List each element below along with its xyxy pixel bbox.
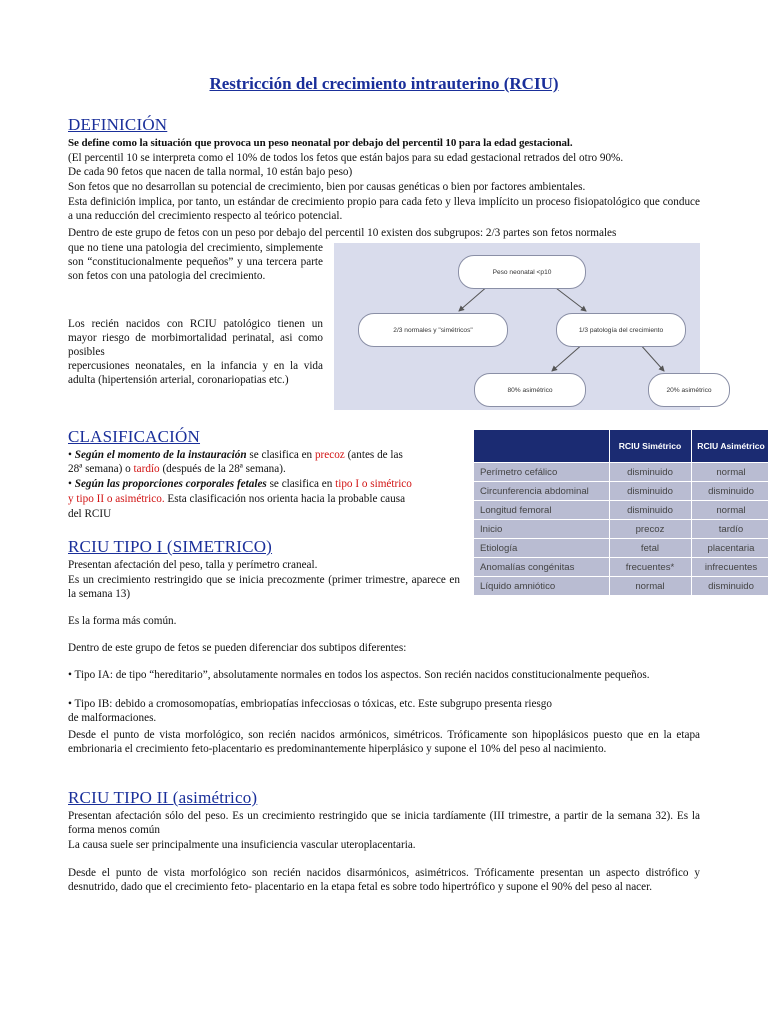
table-row [474,558,768,577]
red-text: tardío [133,463,160,475]
table-header-row [474,430,768,463]
tipo2-line: La causa suele ser principalmente una insuficiencia vascular uteroplacentaria. [68,839,416,851]
definition-left-paragraph: repercusiones neonatales, en la infancia y en la vida adulta (hipertensión arterial, coronariopatias etc.) [68,360,323,386]
table-row [474,520,768,539]
arrow-right-subleft [552,343,584,371]
table-cell: normal [691,501,768,520]
tipo1-paragraph: • Tipo IA: de tipo “hereditario”, absolutamente normales en todos los aspectos. Son recién nacidos constitucionalmente pequeños. [68,669,650,681]
definition-bold: Se define como la situación que provoca un peso neonatal por debajo del percentil 10 para la edad gestacional. [68,137,573,149]
tipo1-paragraph [68,573,460,601]
diagram-node-asym20: 20% asimétrico [648,373,730,407]
diagram-node-root: Peso neonatal <p10 [458,255,586,289]
bold-text: Según las proporciones corporales fetales [74,478,267,490]
text: 28ª semana) o [68,463,134,475]
table-row [474,501,768,520]
heading-tipo1: RCIU TIPO I (SIMETRICO) [68,537,273,556]
definition-line: Dentro de este grupo de fetos con un peso por debajo del percentil 10 existen dos subgrupos: 2/3 partes son fetos normales [68,227,617,239]
text: (antes de las [344,449,403,461]
table-cell: placentaria [691,539,768,558]
table-row-label: Etiología [474,539,609,558]
arrow-right-subright [639,343,664,371]
table-row-label: Longitud femoral [474,501,609,520]
table-row [474,482,768,501]
tipo1-line: de malformaciones. [68,712,157,724]
table-header-asimetrico: RCIU Asimétrico [691,430,768,463]
heading-clasificacion: CLASIFICACIÓN [68,427,201,446]
comparison-table [474,430,768,595]
table-row-label: Inicio [474,520,609,539]
clasificacion-bullet-2: • Según las proporciones corporales fetales se clasifica en tipo I o simétrico [68,478,412,490]
diagram-node-asym80: 80% asimétrico [474,373,586,407]
definition-left-paragraph: Los recién nacidos con RCIU patológico tienen un mayor riesgo de morbimortalidad perinatal, asi como posibles [68,318,323,358]
table-cell: disminuido [609,463,691,482]
red-text: y tipo II o asimétrico. [68,493,165,505]
table-cell: precoz [609,520,691,539]
definition-line: De cada 90 fetos que nacen de talla normal, 10 están bajo peso) [68,166,353,178]
tipo2-paragraph: Presentan afectación sólo del peso. Es un crecimiento restringido que se inicia tardíamente (III trimestre, a partir de la semana 32). Es la forma menos común [68,810,700,836]
diagram-node-normal: 2/3 normales y "simétricos" [358,313,508,347]
text: se clasifica en [266,478,336,490]
tipo1-paragraph: Desde el punto de vista morfológico, son recién nacidos armónicos, simétricos. Tróficamente son hipoplásicos puesto que en la etapa embrionaria el crecimiento feto-placentario es predominantemente hiperplásico y supone el 10% del peso al nacimiento. [68,729,700,755]
clasificacion-bullet-1: • Según el momento de la instauración se clasifica en precoz (antes de las [68,449,403,461]
bold-text: Según el momento de la instauración [74,449,247,461]
rciu-flow-diagram [334,243,712,410]
table-cell: disminuido [691,577,768,596]
definition-line: Son fetos que no desarrollan su potencial de crecimiento, bien por causas genéticas o bien por factores ambientales. [68,181,586,193]
text: Es un crecimiento restringido que se inicia precozmente (primer trimestre, [68,574,408,586]
definition-left-paragraph: que no tiene una patologia del crecimiento, simplemente son “constitucionalmente pequeños” y una tercera parte son fetos con una patologia del crecimiento. [68,242,323,282]
definition-line: (El percentil 10 se interpreta como el 10% de todos los fetos que están bajos para su edad gestacional retrados del otro 90%. [68,152,624,164]
tipo2-paragraph: Desde el punto de vista morfológico son recién nacidos disarmónicos, asimétricos. Tróficamente presentan un aspecto distrófico y desnutrido, dado que el crecimiento feto- placentario en la etapa fetal es sobre todo hipertrófico y supone el 90% del peso al nacer. [68,867,700,893]
table-cell: frecuentes* [609,558,691,577]
heading-tipo2: RCIU TIPO II (asimétrico) [68,788,258,807]
table-row-label: Perímetro cefálico [474,463,609,482]
table-row [474,577,768,596]
page-title: Restricción del crecimiento intrauterino (RCIU) [209,74,559,93]
table-header-simetrico: RCIU Simétrico [609,430,691,463]
tipo1-line: Dentro de este grupo de fetos se pueden diferenciar dos subtipos diferentes: [68,642,407,654]
table-cell: normal [691,463,768,482]
table-row-label: Líquido amniótico [474,577,609,596]
tipo1-line: Presentan afectación del peso, talla y perímetro craneal. [68,559,318,571]
table-cell: disminuido [609,482,691,501]
table-row-label: Circunferencia abdominal [474,482,609,501]
clasificacion-bullet-2-cont [68,492,405,506]
table-cell: fetal [609,539,691,558]
heading-definicion: DEFINICIÓN [68,115,168,134]
table-cell: disminuido [691,482,768,501]
diagram-node-pathology: 1/3 patología del crecimiento [556,313,686,347]
tipo1-line: • Tipo IB: debido a cromosomopatías, embriopatías infecciosas o tóxicas, etc. Este subgrupo presenta riesgo [68,698,552,710]
red-text: tipo I o simétrico [335,478,412,490]
table-row [474,539,768,558]
table-header-blank [474,430,609,463]
table-row-label: Anomalías congénitas [474,558,609,577]
red-text: precoz [314,449,345,461]
clasificacion-bullet-1-cont [68,462,286,476]
text: Esta clasificación nos orienta hacia la probable causa [164,493,406,505]
table-cell: disminuido [609,501,691,520]
clasificacion-bullet-2-cont: del RCIU [68,508,112,520]
table-row [474,463,768,482]
table-cell: normal [609,577,691,596]
table-cell: infrecuentes [691,558,768,577]
text: (después de la 28ª semana). [159,463,286,475]
tipo1-line: Es la forma más común. [68,615,177,627]
text: aparece en la semana 13) [68,574,460,600]
table-cell: tardío [691,520,768,539]
text: se clasifica en [246,449,315,461]
definition-paragraph: Esta definición implica, por tanto, un estándar de crecimiento propio para cada feto y lleva implícito un proceso fisiopatológico que conduce a una reducción del crecimiento respecto al teórico potencial. [68,196,700,222]
